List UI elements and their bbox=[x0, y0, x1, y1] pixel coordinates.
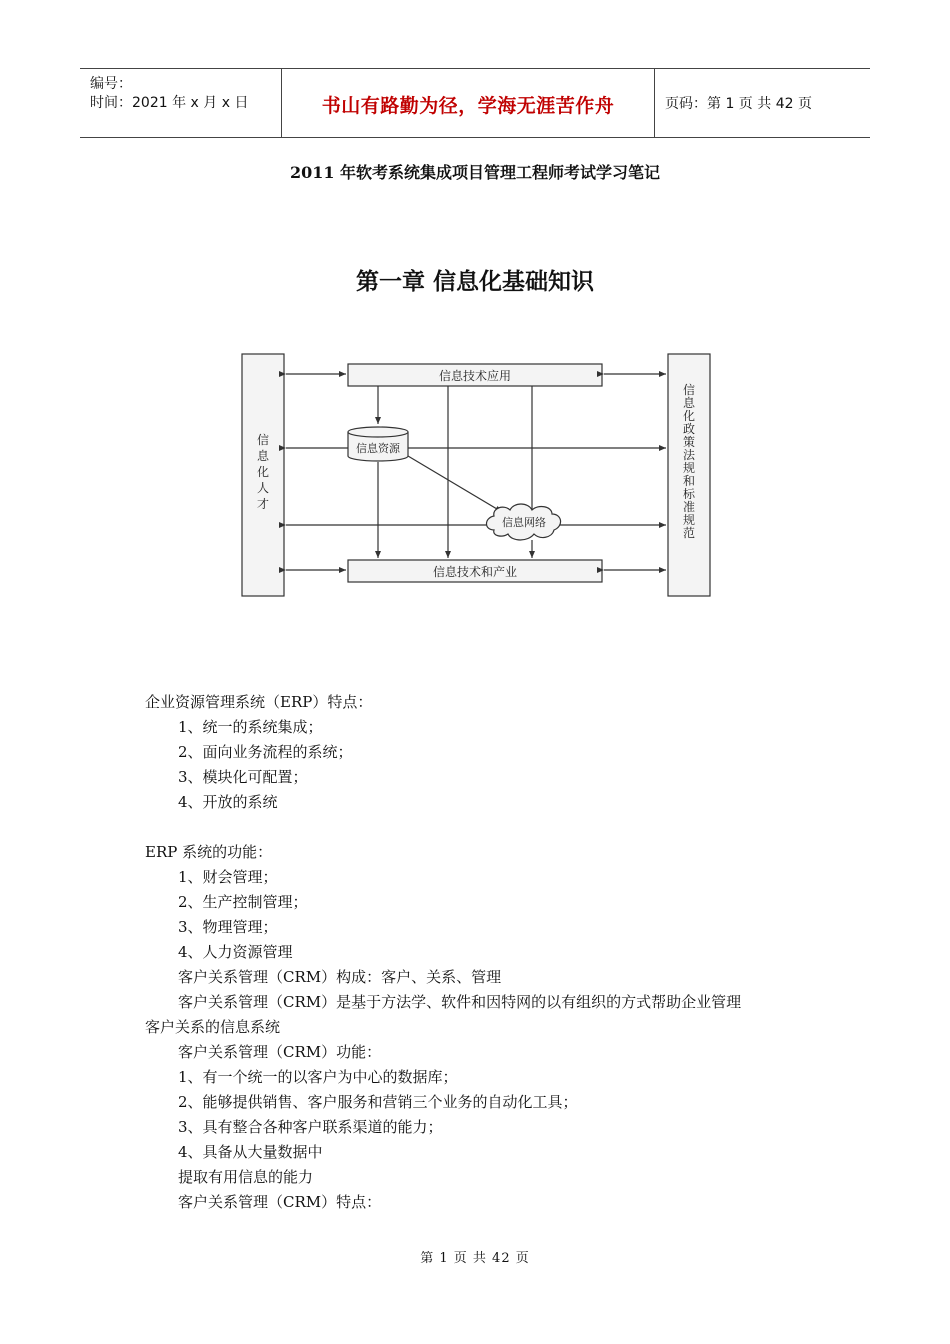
motto: 书山有路勤为径，学海无涯苦作舟 bbox=[321, 95, 615, 117]
crm-features-heading: 客户关系管理（CRM）特点： bbox=[178, 1193, 382, 1211]
number-label: 编号： bbox=[90, 76, 132, 92]
list-item: 4、人力资源管理 bbox=[178, 943, 293, 961]
list-item: 2、生产控制管理； bbox=[178, 893, 308, 911]
crm-definition-line1: 客户关系管理（CRM）是基于方法学、软件和因特网的以有组织的方式帮助企业管理 bbox=[178, 993, 742, 1011]
list-item: 3、具有整合各种客户联系渠道的能力； bbox=[178, 1118, 443, 1136]
list-item: 3、物理管理； bbox=[178, 918, 278, 936]
list-item: 4、具备从大量数据中 bbox=[178, 1143, 323, 1161]
network-label: 信息网络 bbox=[502, 516, 546, 529]
list-item: 1、财会管理； bbox=[178, 868, 278, 886]
page-info: 页码：第 1 页 共 42 页 bbox=[665, 96, 812, 112]
resource-label: 信息资源 bbox=[356, 442, 400, 455]
list-item-continued: 提取有用信息的能力 bbox=[178, 1168, 314, 1186]
header-left-cell bbox=[80, 69, 282, 137]
header-right-cell bbox=[655, 69, 870, 137]
list-item: 1、有一个统一的以客户为中心的数据库； bbox=[178, 1068, 458, 1086]
crm-functions-heading: 客户关系管理（CRM）功能： bbox=[178, 1043, 382, 1061]
list-item: 2、面向业务流程的系统； bbox=[178, 743, 353, 761]
arrow-resource-to-network bbox=[408, 456, 502, 512]
page-footer: 第 1 页 共 42 页 bbox=[420, 1251, 530, 1266]
body-text bbox=[145, 690, 825, 1215]
list-item: 4、开放的系统 bbox=[178, 793, 278, 811]
document-title: 2011 年软考系统集成项目管理工程师考试学习笔记 bbox=[289, 163, 661, 182]
informatization-diagram bbox=[240, 352, 712, 598]
header-center-cell bbox=[282, 69, 655, 137]
list-item: 2、能够提供销售、客户服务和营销三个业务的自动化工具； bbox=[178, 1093, 578, 1111]
crm-composition: 客户关系管理（CRM）构成：客户、关系、管理 bbox=[178, 968, 502, 986]
chapter-title: 第一章 信息化基础知识 bbox=[355, 269, 594, 295]
list-item: 3、模块化可配置； bbox=[178, 768, 308, 786]
top-box-label: 信息技术应用 bbox=[438, 369, 512, 383]
left-box-label: 信息化人才 bbox=[256, 433, 270, 511]
time-label: 时间：2021 年 x 月 x 日 bbox=[90, 95, 249, 111]
list-item: 1、统一的系统集成； bbox=[178, 718, 323, 736]
crm-definition-line2: 客户关系的信息系统 bbox=[145, 1018, 281, 1036]
header-table bbox=[80, 68, 870, 138]
erp-functions-heading: ERP 系统的功能： bbox=[145, 843, 273, 861]
right-box-label: 信息化政策法规和标准规范 bbox=[682, 383, 696, 540]
erp-features-heading: 企业资源管理系统（ERP）特点： bbox=[145, 693, 373, 711]
bottom-box-label: 信息技术和产业 bbox=[432, 565, 518, 579]
